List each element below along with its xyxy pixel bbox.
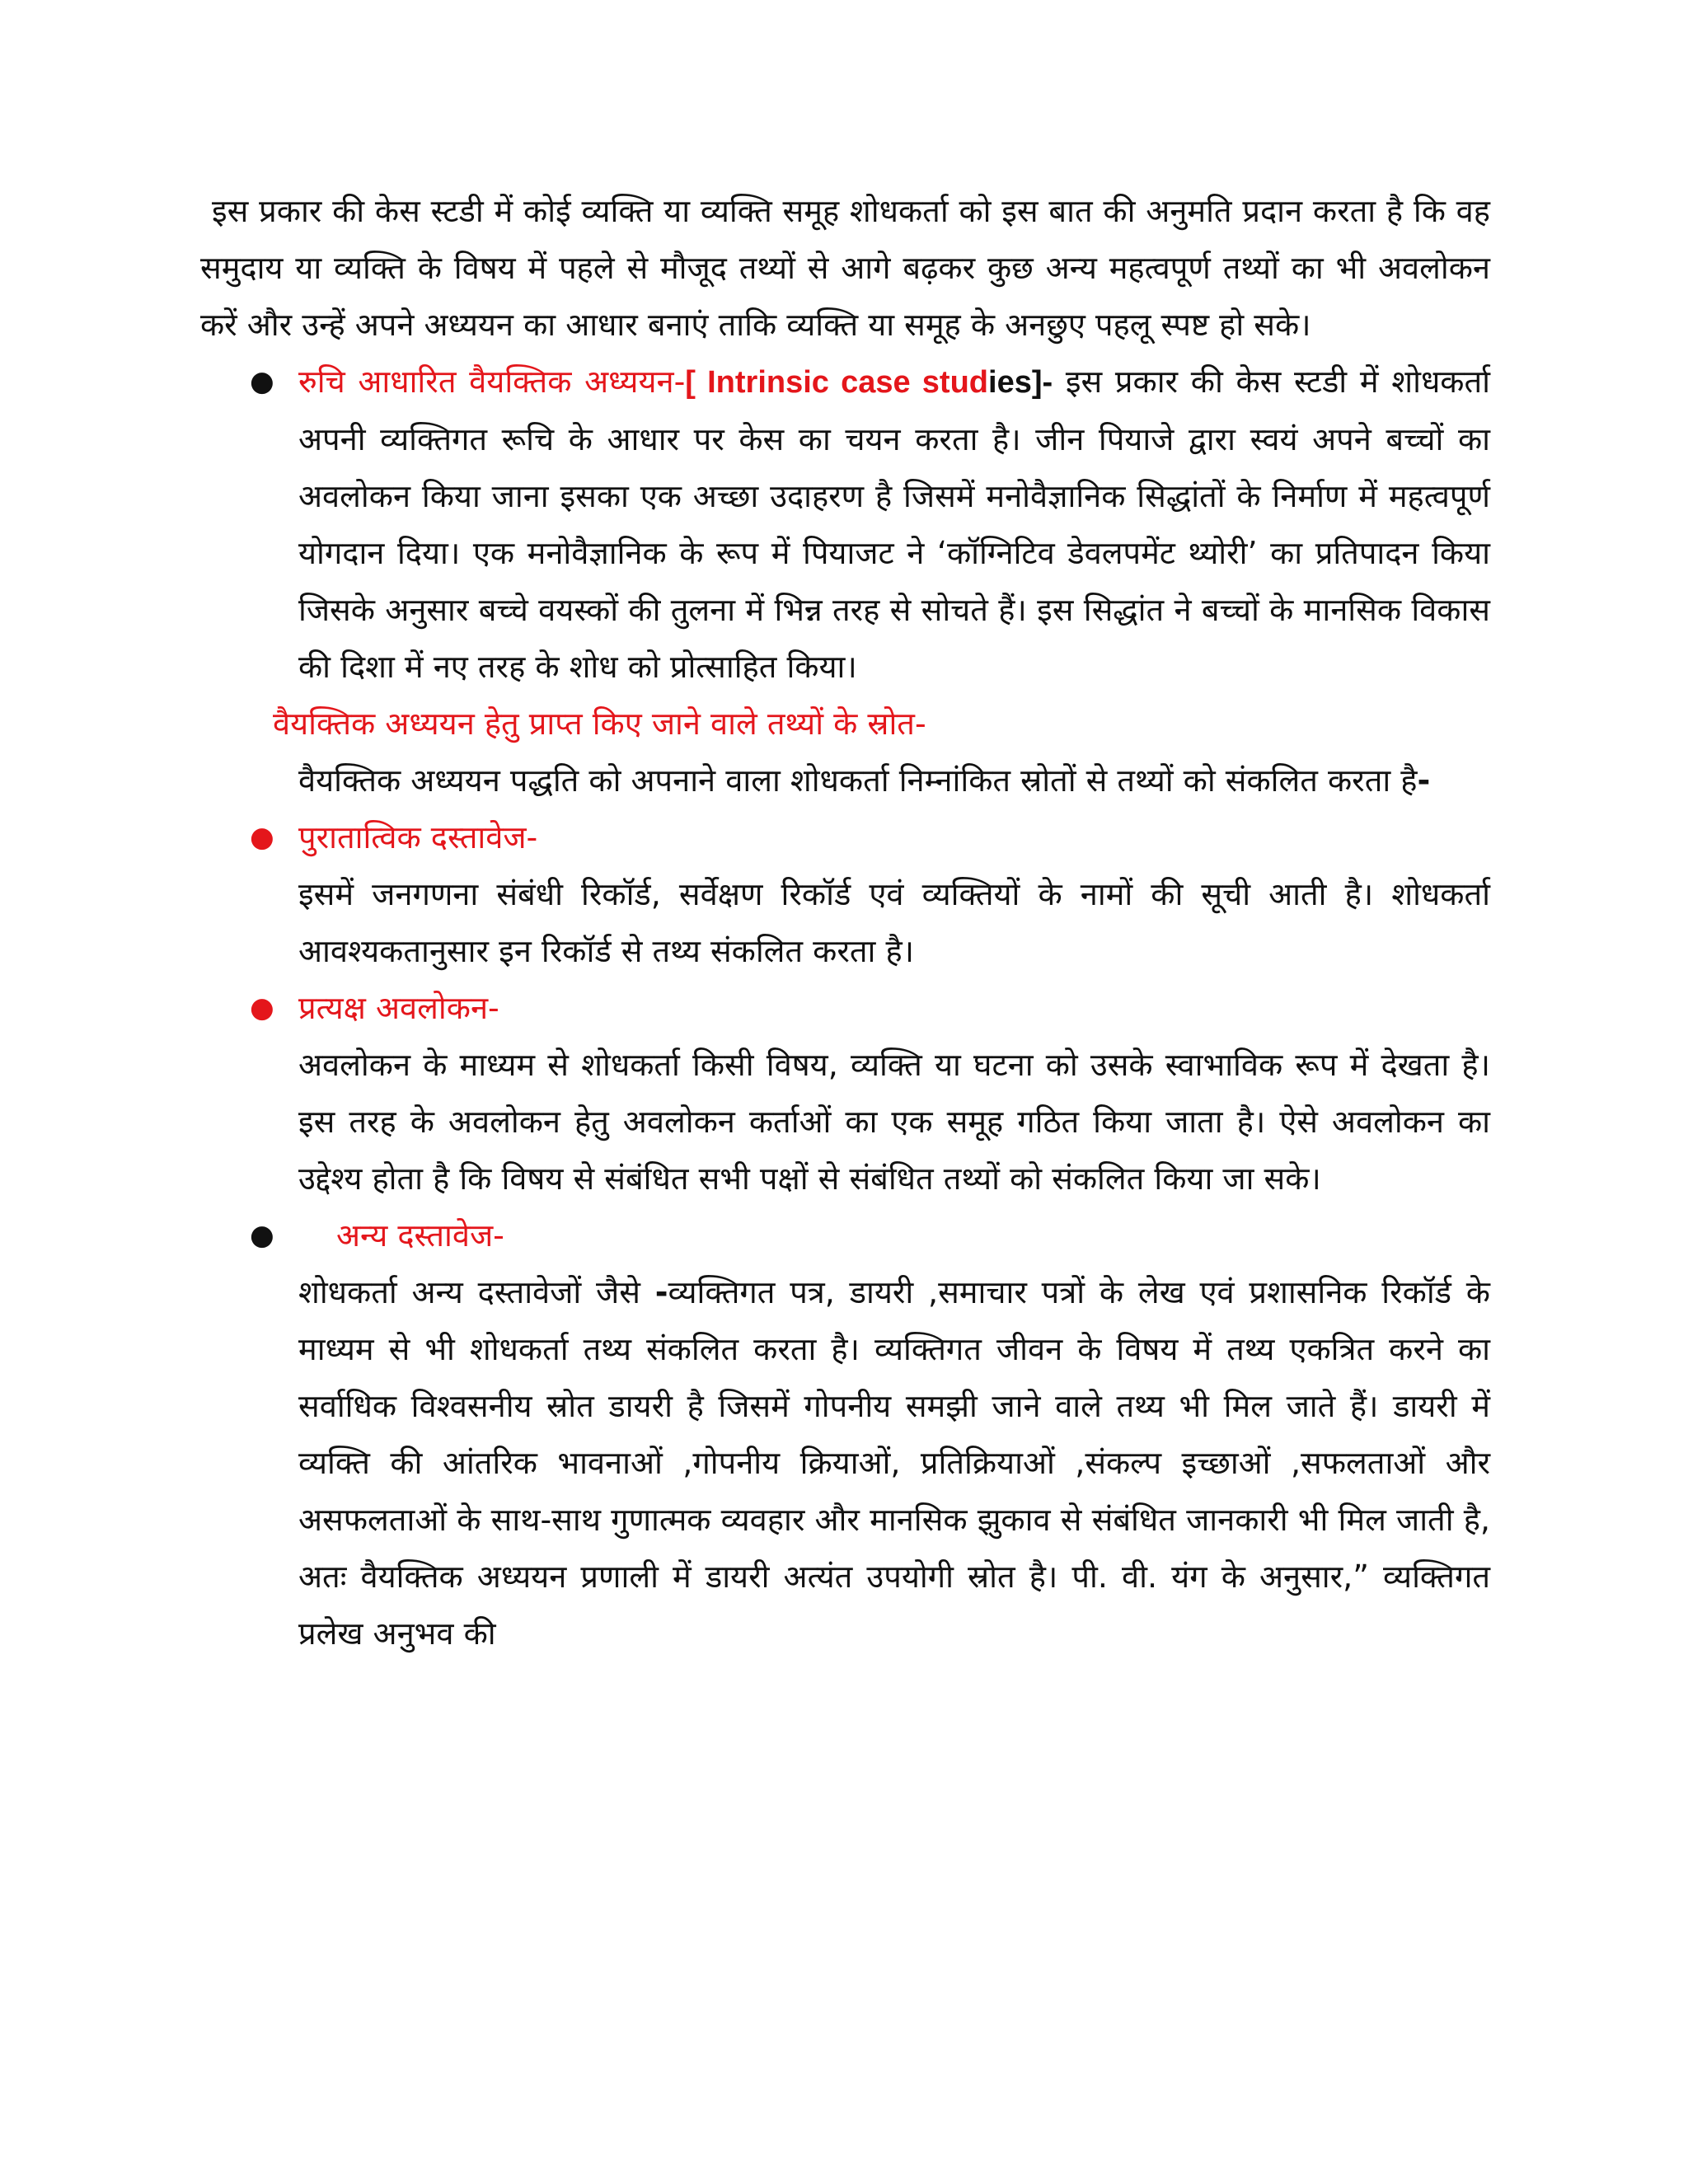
intrinsic-body: इस प्रकार की केस स्टडी में शोधकर्ता अपनी व्यक्तिगत रूचि के आधार पर केस का चयन करता है। जीन पियाजे द्वारा स्वयं अपने बच्चों का अवलोकन किया जाना इसका एक अच्छा उदाहरण है जिसमें मनोवैज्ञानिक सिद्धांतों के निर्माण में महत्वपूर्ण योगदान दिया। एक मनोवैज्ञानिक के रूप में पियाजट ने ‘कॉग्निटिव डेवलपमेंट थ्योरी’ का प्रतिपादन किया जिसके अनुसार बच्चे वयस्कों की तुलना में भिन्न तरह से सोचते हैं। इस सिद्धांत ने बच्चों के मानसिक विकास की दिशा में नए तरह के शोध को प्रोत्साहित किया। bbox=[298, 363, 1490, 685]
sources-intro-dash: - bbox=[1417, 762, 1431, 799]
sources-intro-text: वैयक्तिक अध्ययन पद्धति को अपनाने वाला शोधकर्ता निम्नांकित स्रोतों से तथ्यों को संकलित करता है bbox=[298, 762, 1418, 799]
observation-body: अवलोकन के माध्यम से शोधकर्ता किसी विषय, व्यक्ति या घटना को उसके स्वाभाविक रूप में देखता है। इस तरह के अवलोकन हेतु अवलोकन कर्ताओं का एक समूह गठित किया जाता है। ऐसे अवलोकन का उद्देश्य होता है कि विषय से संबंधित सभी पक्षों से संबंधित तथ्यों को संकलित किया जा सके। bbox=[298, 1047, 1490, 1197]
intro-paragraph: इस प्रकार की केस स्टडी में कोई व्यक्ति या व्यक्ति समूह शोधकर्ता को इस बात की अनुमति प्रदान करता है कि वह समुदाय या व्यक्ति के विषय में पहले से मौजूद तथ्यों से आगे बढ़कर कुछ अन्य महत्वपूर्ण तथ्यों का भी अवलोकन करें और उन्हें अपने अध्ययन का आधार बनाएं ताकि व्यक्ति या समूह के अनछुए पहलू स्पष्ट हो सके। bbox=[200, 193, 1490, 343]
document-body bbox=[200, 183, 1490, 1662]
sources-heading: वैयक्तिक अध्ययन हेतु प्राप्त किए जाने वाले तथ्यों के स्रोत- bbox=[273, 705, 926, 742]
intrinsic-heading-hindi: रुचि आधारित वैयक्तिक अध्ययन- bbox=[298, 363, 686, 400]
bullet-icon: ● bbox=[250, 991, 274, 1024]
bullet-icon: ● bbox=[250, 821, 274, 854]
other-docs-body bbox=[200, 1264, 1490, 1662]
bullet-icon: ● bbox=[250, 1219, 274, 1252]
archaeological-heading: पुरातात्विक दस्तावेज- bbox=[298, 819, 538, 855]
bullet-icon: ● bbox=[250, 365, 274, 398]
intrinsic-heading-english: Intrinsic case stud bbox=[695, 365, 989, 400]
intrinsic-heading-english-tail: ies]- bbox=[988, 365, 1053, 400]
bullet-other-documents bbox=[200, 1207, 1490, 1264]
observation-heading: प्रत्यक्ष अवलोकन- bbox=[298, 990, 499, 1026]
bullet-intrinsic-case-studies bbox=[200, 354, 1490, 696]
intrinsic-heading-bracket: [ bbox=[685, 365, 696, 400]
other-docs-heading: अन्य दस्तावेज- bbox=[336, 1217, 504, 1254]
other-docs-body-part2: व्यक्तिगत पत्र, डायरी ,समाचार पत्रों के लेख एवं प्रशासनिक रिकॉर्ड के माध्यम से भी शोधकर्ता तथ्य संकलित करता है। व्यक्तिगत जीवन के विषय में तथ्य एकत्रित करने का सर्वाधिक विश्वसनीय स्रोत डायरी है जिसमें गोपनीय समझी जाने वाले तथ्य भी मिल जाते हैं। डायरी में व्यक्ति की आंतरिक भावनाओं ,गोपनीय क्रियाओं, प्रतिक्रियाओं ,संकल्प इच्छाओं ,सफलताओं और असफलताओं के साथ-साथ गुणात्मक व्यवहार और मानसिक झुकाव से संबंधित जानकारी भी मिल जाती है, अतः वैयक्तिक अध्ययन प्रणाली में डायरी अत्यंत उपयोगी स्रोत है। पी. वी. यंग के अनुसार,” व्यक्तिगत प्रलेख अनुभव की bbox=[298, 1274, 1490, 1652]
other-docs-body-dash: - bbox=[654, 1274, 668, 1310]
bullet-archaeological-documents bbox=[200, 809, 1490, 866]
bullet-direct-observation bbox=[200, 980, 1490, 1037]
archaeological-body: इसमें जनगणना संबंधी रिकॉर्ड, सर्वेक्षण रिकॉर्ड एवं व्यक्तियों के नामों की सूची आती है। शोधकर्ता आवश्यकतानुसार इन रिकॉर्ड से तथ्य संकलित करता है। bbox=[298, 876, 1490, 969]
sources-intro bbox=[200, 752, 1490, 809]
other-docs-body-part1: शोधकर्ता अन्य दस्तावेजों जैसे bbox=[298, 1274, 655, 1310]
